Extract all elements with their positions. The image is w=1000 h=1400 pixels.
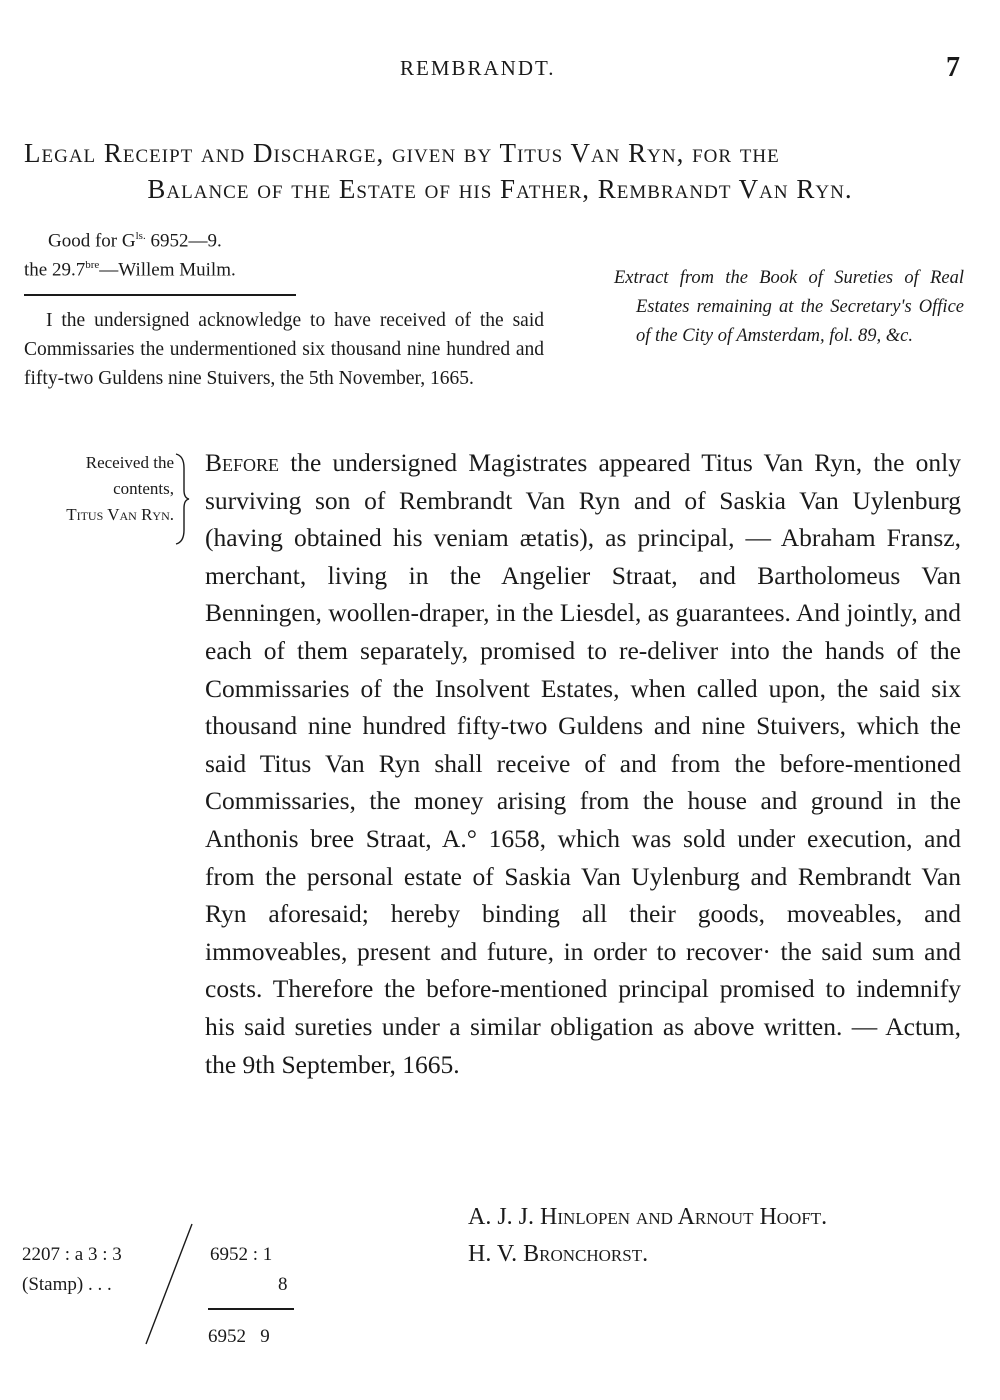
body-lead-word: Before: [205, 448, 280, 477]
running-head: REMBRANDT.: [400, 56, 556, 80]
title-line-1: Legal Receipt and Discharge, given by Titus Van Ryn, for the: [24, 138, 780, 168]
note-line-1-amount: 6952—9.: [145, 230, 222, 252]
margin-note-line-2: contents,: [113, 479, 174, 498]
margin-note-line-3: Titus Van Ryn.: [66, 505, 174, 524]
account-right-line-2: 8: [278, 1274, 288, 1295]
note-divider: [24, 294, 296, 296]
extract-source: [614, 264, 964, 351]
margin-brace: [174, 452, 190, 546]
receipt-text: I the undersigned acknowledge to have received of the said Commissaries the undermentioned six thousand nine hundred and fifty-two Guldens nine Stuivers, the 5th November, 1665.: [24, 310, 544, 389]
extract-text: Extract from the Book of Sureties of Real Estates remaining at the Secretary's Office of the City of Amsterdam, fol. 89, &c.: [614, 268, 964, 346]
note-line-2-sup: bre: [85, 259, 100, 271]
note-line-2-text: the 29.7: [24, 259, 86, 281]
note-line-1-text: Good for G: [48, 230, 136, 252]
account-left-line-2: (Stamp) . . .: [22, 1274, 112, 1295]
account-right-line-1: 6952 : 1: [210, 1244, 273, 1265]
margin-note: [18, 450, 174, 528]
receipt-paragraph: [24, 306, 544, 393]
signature-line-1: A. J. J. Hinlopen and Arnout Hooft.: [468, 1204, 828, 1230]
page-number: 7: [946, 52, 960, 83]
note-line-2: [24, 259, 236, 281]
account-sum-rule: [208, 1308, 294, 1310]
signature-line-2: H. V. Bronchorst.: [468, 1241, 649, 1267]
note-line-1: [48, 230, 222, 252]
account-left-line-1: 2207 : a 3 : 3: [22, 1244, 122, 1265]
body-text: [205, 444, 961, 1083]
title-line-2: Balance of the Estate of his Father, Rembrandt Van Ryn.: [147, 174, 853, 204]
body-text-content: the undersigned Magistrates appeared Titus Van Ryn, the only surviving son of Rembrandt Van Ryn and of Saskia Van Uylenburg (having obtained his veniam ætatis), as principal, — Abraham Fransz, merchant, living in the Angelier Straat, and Bartholomeus Van Benningen, woollen-draper, in the Liesdel, as guarantees. And jointly, and each of them separately, promised to re-deliver into the hands of the Commissaries of the Insolvent Estates, when called upon, the said six thousand nine hundred fifty-two Guldens and nine Stuivers, which the said Titus Van Ryn shall receive of and from the before-mentioned Commissaries, the money arising from the house and ground in the Anthonis bree Straat, A.° 1658, which was sold under execution, and from the personal estate of Saskia Van Uylenburg and Rembrandt Van Ryn aforesaid; hereby binding all their goods, moveables, and immoveables, present and future, in order to recover· the said sum and costs. Therefore the before-mentioned principal promised to indemnify his said sureties under a similar obligation as above written. — Actum, the 9th September, 1665.: [205, 448, 961, 1079]
margin-note-line-1: Received the: [85, 453, 174, 472]
note-line-2-name: —Willem Muilm.: [99, 259, 236, 281]
note-line-1-sup: ls.: [135, 230, 146, 242]
account-total: 6952 9: [208, 1326, 270, 1347]
body-paragraph: [205, 444, 961, 1083]
account-slash: [140, 1222, 196, 1346]
